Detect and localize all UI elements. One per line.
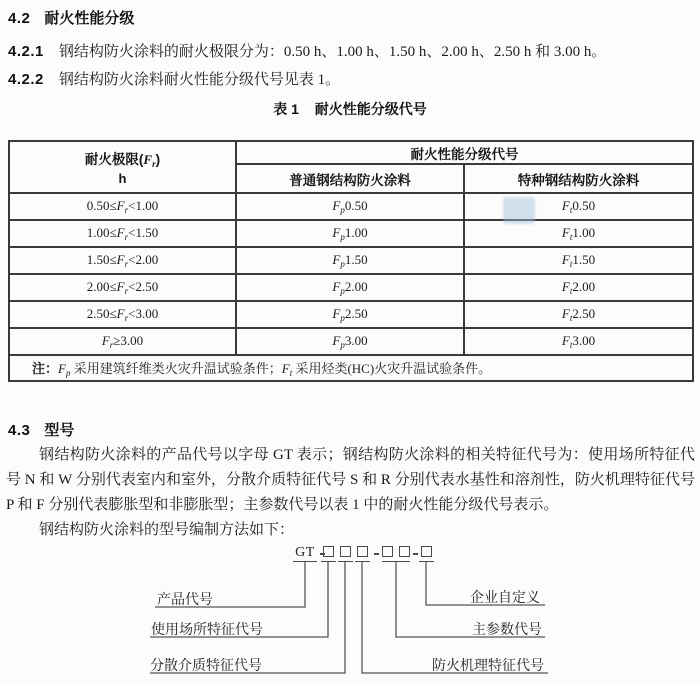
section-title: 耐火性能分级: [44, 10, 135, 27]
f-symbol: F: [332, 333, 341, 348]
label-main-parameter: 主参数代号: [472, 623, 542, 638]
scan-watermark: [503, 197, 535, 224]
code-special: $F_t2.00$: [464, 274, 693, 301]
f-symbol: F: [332, 279, 341, 294]
dash-separator: [413, 553, 418, 555]
f-symbol: F: [332, 198, 341, 213]
label-medium-feature-code: 分散介质特征代号: [150, 659, 262, 674]
f-symbol: F: [561, 252, 570, 267]
header-unit-h: h: [118, 171, 127, 186]
f-symbol: F: [332, 252, 341, 267]
formula-box-place: [321, 546, 336, 562]
table-header-row-1: [9, 141, 693, 164]
header-fire-limit-line1: 耐火极限$(F_r)$: [84, 152, 161, 169]
code-ordinary: $F_p0.50$: [236, 193, 464, 220]
fire-limit-range: $F_r\ge 3.00$: [9, 328, 236, 355]
label-product-code: 产品代号: [157, 593, 213, 608]
note-label: 注：: [32, 361, 59, 376]
table-caption: [0, 99, 700, 119]
table-row: [9, 193, 693, 220]
connector-lines: [0, 545, 700, 686]
table-note: 注：$F_p$ 采用建筑纤维类火灾升温试验条件；$F_t$ 采用烃类(HC)火灾升温试验条件。: [9, 355, 693, 381]
fire-limit-range: $1.50\le F_r<2.00$: [9, 247, 236, 274]
f-symbol: F: [561, 198, 570, 213]
clause-text: 钢结构防火涂料耐火性能分级代号见表 1。: [58, 72, 341, 88]
f-symbol: F: [116, 306, 125, 321]
f-symbol: F: [116, 225, 125, 240]
product-code-gt: GT: [295, 545, 315, 560]
placeholder-box: [421, 546, 432, 557]
method-intro-line: 钢结构防火涂料的型号编制方法如下：: [39, 522, 295, 538]
clause-4-2-2: [8, 68, 696, 89]
label-mechanism-feature-code: 防火机理特征代号: [432, 659, 544, 674]
fire-classification-table: [8, 140, 694, 382]
dash-separator: [374, 553, 379, 555]
header-ordinary-coating: 普通钢结构防火涂料: [236, 164, 464, 193]
table-caption-text: 耐火性能分级代号: [314, 101, 427, 117]
code-ordinary: $F_p3.00$: [236, 328, 464, 355]
code-special: $F_t0.50$: [464, 193, 693, 220]
f-subscript-r: r: [152, 159, 156, 169]
code-ordinary: $F_p2.00$: [236, 274, 464, 301]
section-heading-4-2: [8, 7, 134, 28]
formula-box-main-param: [382, 546, 410, 562]
placeholder-box: [323, 546, 334, 557]
code-special: $F_t1.50$: [464, 247, 693, 274]
table-row: [9, 247, 693, 274]
formula-box-custom: [419, 546, 434, 562]
code-special: $F_t2.50$: [464, 301, 693, 328]
formula-box-mechanism: [355, 546, 370, 562]
placeholder-box: [357, 546, 368, 557]
f-symbol: F: [281, 361, 290, 376]
clause-number: 4.2.2: [8, 71, 44, 88]
clause-text: 钢结构防火涂料的耐火极限分为：0.50 h、1.00 h、1.50 h、2.00 h、2.50 h 和 3.00 h。: [58, 44, 607, 60]
table-caption-label: 表 1: [273, 101, 299, 117]
f-symbol: F: [116, 279, 125, 294]
f-symbol: F: [143, 152, 153, 167]
f-symbol: F: [332, 306, 341, 321]
f-symbol: F: [101, 333, 110, 348]
model-code-paragraph: 钢结构防火涂料的产品代号以字母 GT 表示；钢结构防火涂料的相关特征代号为：使用场所特征代号 N 和 W 分别代表室内和室外，分散介质特征代号 S 和 R 分别代表水基性和溶剂性，防火机理特征代号 P 和 F 分别代表膨胀型和非膨胀型；主参数代号以表 1 中的耐火性能分级代号表示。: [6, 447, 695, 513]
section-number: 4.3: [8, 422, 31, 439]
f-symbol: F: [116, 252, 125, 267]
table-note-row: [9, 355, 693, 381]
label-enterprise-custom: 企业自定义: [470, 591, 540, 606]
f-symbol: F: [561, 333, 570, 348]
fire-limit-range: $2.00\le F_r<2.50$: [9, 274, 236, 301]
formula-gt-segment: [293, 546, 317, 562]
table-row: [9, 301, 693, 328]
placeholder-box: [399, 546, 410, 557]
table-row: [9, 274, 693, 301]
code-special: $F_t1.00$: [464, 220, 693, 247]
f-symbol: F: [58, 361, 66, 376]
f-symbol: F: [561, 279, 570, 294]
clause-4-2-1: [8, 40, 696, 61]
fire-limit-range: $2.50\le F_r<3.00$: [9, 301, 236, 328]
code-ordinary: $F_p1.50$: [236, 247, 464, 274]
f-symbol: F: [561, 225, 570, 240]
fire-limit-range: $1.00\le F_r<1.50$: [9, 220, 236, 247]
label-place-feature-code: 使用场所特征代号: [151, 623, 263, 638]
f-symbol: F: [116, 198, 125, 213]
f-symbol: F: [561, 306, 570, 321]
model-designation-diagram: [0, 545, 700, 686]
code-special: $F_t3.00$: [464, 328, 693, 355]
clause-number: 4.2.1: [8, 43, 44, 60]
table-row: [9, 220, 693, 247]
section-title: 型号: [44, 422, 75, 439]
code-ordinary: $F_p1.00$: [236, 220, 464, 247]
section-number: 4.2: [8, 10, 31, 27]
header-special-coating: 特种钢结构防火涂料: [464, 164, 693, 193]
section-heading-4-3: [8, 419, 74, 440]
placeholder-box: [382, 546, 393, 557]
header-group-classification-codes: 耐火性能分级代号: [236, 141, 693, 164]
f-symbol: F: [332, 225, 341, 240]
formula-box-medium: [338, 546, 353, 562]
header-fire-limit: [9, 141, 236, 193]
fire-limit-range: $0.50\le F_r<1.00$: [9, 193, 236, 220]
table-row: [9, 328, 693, 355]
code-ordinary: $F_p2.50$: [236, 301, 464, 328]
placeholder-box: [340, 546, 351, 557]
